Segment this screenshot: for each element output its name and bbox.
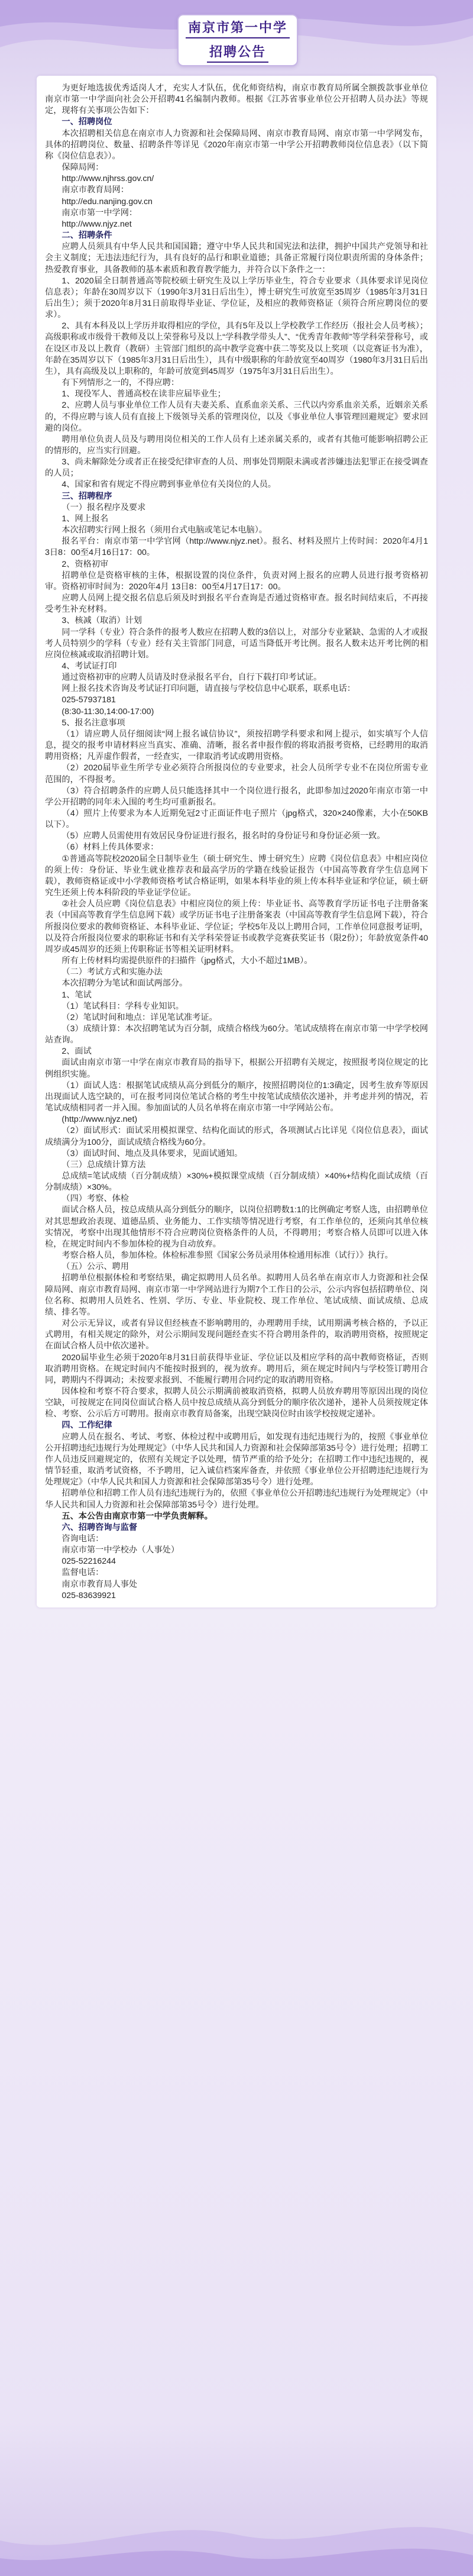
paragraph: 招聘单位和招聘工作人员有违纪违规行为的，依照《事业单位公开招聘违纪违规行为处理规定》（中华人民共和国人力资源和社会保障部第35号令）进行处理。 <box>45 1489 428 1510</box>
paragraph: http://edu.nanjing.gov.cn <box>61 196 153 206</box>
section-heading: 六、招聘咨询与监督 <box>61 1522 138 1532</box>
section-heading: 三、招聘程序 <box>61 491 112 501</box>
paragraph: 4、考试证打印 <box>61 661 117 671</box>
paragraph: 2、应聘人员与事业单位工作人员有夫妻关系、直系血亲关系、三代以内旁系血亲关系，近姻亲关系的，不得应聘与该人员有直接上下级领导关系的管理岗位，以及《事业单位人事管理回避规定》要求回避的岗位。 <box>45 401 428 433</box>
paragraph: 2、面试 <box>61 1047 92 1057</box>
paragraph: 咨询电话： <box>61 1534 104 1544</box>
paragraph: 025-83639921 <box>61 1590 116 1600</box>
paragraph: （1）笔试科目：学科专业知识。 <box>61 1001 184 1011</box>
paragraph: 招聘单位根据体检和考察结果，确定拟聘用人员名单。拟聘用人员名单在南京市人力资源和社会保障局网、南京市教育局网、南京市第一中学网站进行为期7个工作日的公示，公示内容包括招聘单位、岗位名称、拟聘用人员姓名、性别、学历、专业、毕业院校、现工作单位、笔试成绩、面试成绩、总成绩、排名等。 <box>45 1273 428 1317</box>
announcement-heading: 招聘公告 <box>207 42 268 63</box>
paragraph: 招聘单位是资格审核的主体，根据设置的岗位条件，负责对网上报名的应聘人员进行报考资格初审。资格初审时间为：2020年4月 13日8：00至4月17日17：00。 <box>45 570 428 592</box>
paragraph: (http://www.njyz.net) <box>61 1115 138 1125</box>
paragraph: http://www.njhrss.gov.cn/ <box>61 174 154 184</box>
section-heading: 一、招聘岗位 <box>61 117 112 127</box>
school-name-heading: 南京市第一中学 <box>186 18 290 38</box>
paragraph: 报名平台：南京市第一中学官网（http://www.njyz.net）。报名、材料及照片上传时间：2020年4月13日8：00至4月16日17：00。 <box>45 537 428 558</box>
paragraph: 本次招聘分为笔试和面试两部分。 <box>61 979 188 989</box>
paragraph: 本次招聘相关信息在南京市人力资源和社会保障局网、南京市教育局网、南京市第一中学网发布，具体的招聘岗位、数量、招聘条件等详见《2020年南京市第一中学公开招聘教师岗位信息表》（以下简称《岗位信息表》）。 <box>45 128 428 161</box>
paragraph: 1、2020届全日制普通高等院校硕士研究生及以上学历毕业生，符合专业要求（具体要求详见岗位信息表）；年龄在30周岁以下（1990年3月31日后出生），博士研究生可放宽至35周岁（1985年3月31日后出生）；须于2020年8月31日前取得毕业证、学位证，及相应的教师资格证（须符合所应聘岗位的要求）。 <box>45 276 428 320</box>
paragraph: 为更好地选拔优秀适岗人才，充实人才队伍，优化师资结构，南京市教育局所属全额拨款事业单位南京市第一中学面向社会公开招聘41名编制内教师。根据《江苏省事业单位公开招聘人员办法》等规定，现将有关事项公告如下： <box>45 83 428 116</box>
paragraph: 025-52216244 <box>61 1557 116 1567</box>
paragraph: 网上报名技术咨询及考试证打印问题，请直接与学校信息中心联系，联系电话： <box>61 684 355 694</box>
paragraph: 2020届毕业生必须于2020年8月31日前获得毕业证、学位证以及相应学科的高中教师资格证，否则取消聘用资格。在规定时间内不能按时报到的，视为放弃。聘用后，须在规定时间内与学校签订聘用合同，聘期内不得调动；未按要求报到、不能履行聘用合同约定的取消聘用资格。 <box>45 1352 428 1385</box>
paragraph: 总成绩=笔试成绩（百分制成绩）×30%+模拟课堂成绩（百分制成绩）×40%+结构化面试成绩（百分制成绩）×30%。 <box>45 1171 428 1193</box>
paragraph: （4）照片上传要求为本人近期免冠2寸正面证件电子照片（jpg格式，320×240像素，大小在50KB以下）。 <box>45 809 428 830</box>
paragraph: （1）面试人选：根据笔试成绩从高分到低分的顺序，按照招聘岗位的1:3确定，因考生放弃等原因出现面试人选空缺的，可在报考同岗位笔试合格的考生中按笔试成绩依次递补，并考虑并列的情况，若笔试成绩相同者一并入围。参加面试的人员名单将在南京市第一中学网站公布。 <box>45 1080 428 1113</box>
paragraph: 面试由南京市第一中学在南京市教育局的指导下，根据公开招聘有关规定，按照报考岗位规定的比例组织实施。 <box>45 1058 428 1079</box>
paragraph: 3、核减（取消）计划 <box>61 616 142 626</box>
paragraph: 因体检和考察不符合要求，拟聘人员公示期满前被取消资格，拟聘人员放弃聘用等原因出现的岗位空缺，可按规定在同岗位面试合格人员中按总成绩从高分到低分的顺序依次递补，递补人员须按规定体检、考察、公示后方可聘用。报南京市教育局备案，出现空缺岗位时由该学校按规定递补。 <box>45 1386 428 1419</box>
paragraph: 5、报名注意事项 <box>61 718 125 728</box>
paragraph: （6）材料上传具体要求： <box>61 842 159 853</box>
paragraph: 应聘人员在报名、考试、考察、体检过程中或聘用后，如发现有违纪违规行为的，按照《事业单位公开招聘违纪违规行为处理规定》（中华人民共和国人力资源和社会保障部第35号令）进行处理；招聘工作人员违反回避规定的，依照有关规定予以处理，情节严重的给予处分；在招聘工作中违纪违规的，视情节轻重，取消考试资格，不予聘用，记入诚信档案库备查，并依照《事业单位公开招聘违纪违规行为处理规定》（中华人民共和国人力资源和社会保障部第35号令）进行处理。 <box>45 1432 428 1487</box>
paragraph: （二）考试方式和实施办法 <box>61 967 163 977</box>
paragraph: http://www.njyz.net <box>61 219 132 229</box>
paragraph: 考察合格人员，参加体检。体检标准参照《国家公务员录用体检通用标准（试行）》执行。 <box>61 1251 393 1261</box>
paragraph: 监督电话： <box>61 1568 104 1578</box>
bottom-wave-decoration <box>0 2511 473 2576</box>
paragraph: 1、现役军人、普通高校在读非应届毕业生； <box>61 389 226 399</box>
paragraph: 所有上传材料均需提供原件的扫描件（jpg格式，大小不超过1MB）。 <box>61 956 313 966</box>
paragraph: （2）笔试时间和地点：详见笔试准考证。 <box>61 1012 218 1022</box>
paragraph: （五）公示、聘用 <box>61 1262 129 1272</box>
paragraph: 对公示无异议，或者有异议但经核查不影响聘用的，办理聘用手续，试用期满考核合格的，予以正式聘用，有相关规定的除外，对公示期间发现问题经查实不符合聘用条件的，取消聘用资格，按照规定在面试合格人员中依次递补。 <box>45 1319 428 1351</box>
paragraph: （2）面试形式：面试采用模拟课堂、结构化面试的形式，各项测试占比详见《岗位信息表》，面试成绩满分为100分，面试成绩合格线为60分。 <box>45 1126 428 1147</box>
paragraph: 五、本公告由南京市第一中学负责解释。 <box>61 1511 213 1521</box>
paragraph: 同一学科（专业）符合条件的报考人数应在招聘人数的3倍以上，对部分专业紧缺、急需的人才或报考人员特别少的学科（专业）经有关主管部门同意，可适当降低开考比例。报名人数未达开考比例的相应岗位核减或取消招聘计划。 <box>45 627 428 660</box>
paragraph: 面试合格人员，按总成绩从高分到低分的顺序，以岗位招聘数1:1的比例确定考察人选，由招聘单位对其思想政治表现、道德品质、业务能力、工作实绩等情况进行考察，有工作单位的，还须向其单位核实情况，考察中出现其他情形不符合应聘岗位资格条件的人员，不得聘用；考察合格人员即可以进入体检，在规定时间内不参加体检的视为自动放弃。 <box>45 1205 428 1249</box>
section-heading: 二、招聘条件 <box>61 231 112 241</box>
paragraph: 南京市第一中学校办（人事处） <box>61 1545 180 1555</box>
paragraph: 1、网上报名 <box>61 514 109 524</box>
paragraph: （三）总成绩计算方法 <box>61 1160 146 1170</box>
paragraph: 2、具有本科及以上学历并取得相应的学位，具有5年及以上学校教学工作经历（报社会人员考核）；高级职称或市级骨干教师及以上荣誉称号及以上“学科教学带头人”、“优秀青年教师”等学科荣誉称号，或在设区市及以上教育（教研）主管部门组织的高中教学竞赛中获二等奖及以上奖项（以竞赛证书为准），年龄在35周岁以下（1985年3月31日后出生），具有中级职称的年龄放宽至40周岁（1980年3月31日后出生），具有高级及以上职称的，年龄可放宽到45周岁（1975年3月31日后出生）。 <box>45 321 428 376</box>
paragraph: 应聘人员网上提交报名信息后须及时到报名平台查询是否通过资格审查。报名时间结束后，不再接受考生补充材料。 <box>45 593 428 615</box>
paragraph: 1、笔试 <box>61 990 92 1000</box>
paragraph: （3）符合招聘条件的应聘人员只能选择其中一个岗位进行报名，此即参加过2020年南京市第一中学公开招聘的同年未入围的考生均可重新报名。 <box>45 786 428 807</box>
paragraph: （3）成绩计算：本次招聘笔试为百分制，成绩合格线为60分。笔试成绩将在南京市第一中学学校网站查询。 <box>45 1024 428 1045</box>
announcement-body <box>37 76 436 1607</box>
paragraph: 有下列情形之一的，不得应聘： <box>61 378 180 388</box>
paragraph: 本次招聘实行网上报名（须用台式电脑或笔记本电脑）。 <box>61 525 267 535</box>
section-heading: 四、工作纪律 <box>61 1421 112 1431</box>
paragraph: 保障局网： <box>61 163 104 173</box>
paragraph: （1）请应聘人员仔细阅读“网上报名诚信协议”，须按招聘学科要求和网上提示，如实填写个人信息，提交的报考申请材料应当真实、准确、清晰，报名者申报作假的将取消报考资格，已经聘用的取消聘用资格；凡弄虚作假者，一经查实，一律取消考试或聘用资格。 <box>45 729 428 762</box>
paragraph: 2、资格初审 <box>61 559 109 569</box>
paragraph: 南京市教育局人事处 <box>61 1579 138 1589</box>
announcement-title-card <box>177 14 298 66</box>
paragraph: （四）考察、体检 <box>61 1194 129 1204</box>
paragraph: ①普通高等院校2020届全日制毕业生（硕士研究生、博士研究生）应聘《岗位信息表》中相应岗位的须上传：身份证、毕业生就业推荐表和最高学历的学籍在线验证报告（中国高等教育学生信息网下载），教师资格证或中小学教师资格考试合格证明，如果本科毕业的须上传本科毕业证和学位证，硕士研究生还须上传本科阶段的毕业证学位证。 <box>45 854 428 898</box>
paragraph: 应聘人员须具有中华人民共和国国籍；遵守中华人民共和国宪法和法律，拥护中国共产党领导和社会主义制度；无违法违纪行为，具有良好的品行和职业道德；具备正常履行岗位职责所需的身体条件；热爱教育事业，具备教师的基本素质和教育教学能力，并符合以下条件之一： <box>45 242 428 275</box>
paragraph: （2）2020届毕业生所学专业必须符合所报岗位的专业要求，社会人员所学专业不在岗位所需专业范围的，不得报考。 <box>45 763 428 785</box>
paragraph: 4、国家和省有规定不得应聘到事业单位有关岗位的人员。 <box>61 480 276 490</box>
paragraph: （一）报名程序及要求 <box>61 502 146 512</box>
paragraph: ②社会人员应聘《岗位信息表》中相应岗位的须上传：毕业证书、高等教育学历证书电子注册备案表（中国高等教育学生信息网下载）或学历证书电子注册备案表（中国高等教育学生信息网下载），符合所报岗位要求的教师资格证、本科毕业证、学位证；学校5年及以上聘用合同，工作单位同意报考证明，以及符合所报岗位要求的职称证书和有关学科荣誉证书或教学竞赛获奖证书（限2份）；年龄放宽条件40周岁或45周岁的还须上传职称证书等相关证明材料。 <box>45 899 428 954</box>
paragraph: （5）应聘人员需使用有效居民身份证进行报名，报名时的身份证号和身份证必须一致。 <box>61 831 385 841</box>
paragraph: 聘用单位负责人员及与聘用岗位相关的工作人员有上述亲属关系的，或者有其他可能影响招聘公正的情形的，应当实行回避。 <box>45 434 428 456</box>
paragraph: 南京市第一中学网： <box>61 208 138 218</box>
paragraph: 3、尚未解除处分或者正在接受纪律审查的人员、刑事处罚期限未满或者涉嫌违法犯罪正在接受调查的人员； <box>45 457 428 479</box>
paragraph: （3）面试时间、地点及具体要求，见面试通知。 <box>61 1148 243 1158</box>
paragraph: 南京市教育局网： <box>61 185 129 195</box>
paragraph: 025-57937181 <box>61 695 116 705</box>
paragraph: (8:30-11:30,14:00-17:00) <box>61 706 154 716</box>
paragraph: 通过资格初审的应聘人员请及时登录报名平台，自行下载打印考试证。 <box>61 673 322 683</box>
